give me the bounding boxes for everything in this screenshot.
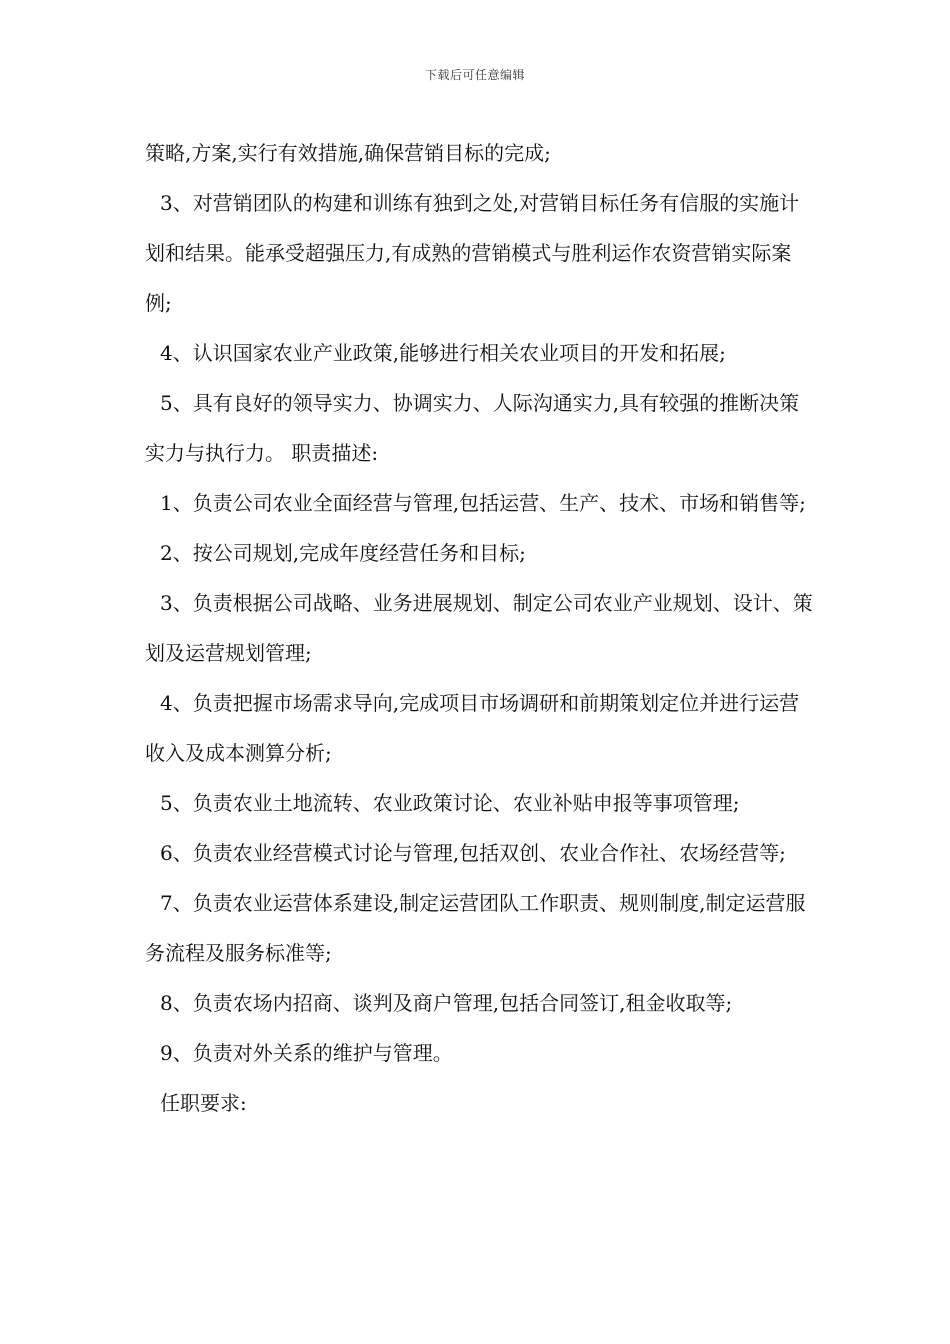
paragraph: 3、对营销团队的构建和训练有独到之处,对营销目标任务有信服的实施计划和结果。能承受超强压力,有成熟的营销模式与胜利运作农资营销实际案例; xyxy=(145,191,800,315)
paragraph: 4、认识国家农业产业政策,能够进行相关农业项目的开发和拓展; xyxy=(160,341,726,365)
page-header: 下载后可任意编辑 xyxy=(424,68,525,82)
paragraph: 5、具有良好的领导实力、协调实力、人际沟通实力,具有较强的推断决策实力与执行力。 职责描述: xyxy=(145,391,800,465)
paragraph: 9、负责对外关系的维护与管理。 xyxy=(160,1041,453,1065)
paragraph: 任职要求: xyxy=(160,1091,247,1115)
paragraph: 5、负责农业土地流转、农业政策讨论、农业补贴申报等事项管理; xyxy=(160,791,740,815)
paragraph: 1、负责公司农业全面经营与管理,包括运营、生产、技术、市场和销售等; xyxy=(160,491,806,515)
paragraph: 4、负责把握市场需求导向,完成项目市场调研和前期策划定位并进行运营收入及成本测算分析; xyxy=(145,691,800,765)
document-body xyxy=(145,128,815,1128)
paragraph: 3、负责根据公司战略、业务进展规划、制定公司农业产业规划、设计、策划及运营规划管理; xyxy=(145,591,813,665)
paragraph: 7、负责农业运营体系建设,制定运营团队工作职责、规则制度,制定运营服务流程及服务标准等; xyxy=(145,891,806,965)
paragraph: 2、按公司规划,完成年度经营任务和目标; xyxy=(160,541,526,565)
paragraph: 8、负责农场内招商、谈判及商户管理,包括合同签订,租金收取等; xyxy=(160,991,733,1015)
paragraph: 策略,方案,实行有效措施,确保营销目标的完成; xyxy=(145,141,551,165)
paragraph: 6、负责农业经营模式讨论与管理,包括双创、农业合作社、农场经营等; xyxy=(160,841,786,865)
